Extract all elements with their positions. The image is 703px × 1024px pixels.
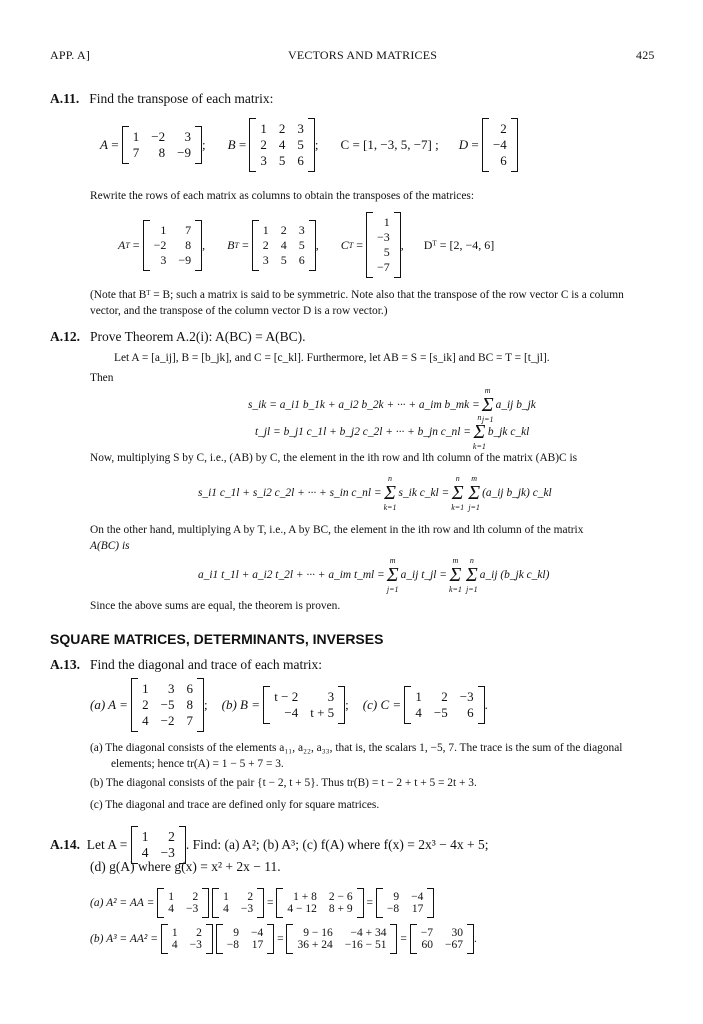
a11-transposes: A T = 1 7 −2 8 3 −9 , B T = 1 2 3 2 4 5 3 5 6 , C T = 1 −3 5 −7 , Dᵀ = [2, −4, 6] <box>118 212 494 278</box>
matrix-cell: −4 + 34 <box>350 927 387 939</box>
bracket-right <box>338 686 345 724</box>
matrix-entries <box>411 686 477 724</box>
summation-symbol: m Σ j=1 <box>468 474 481 512</box>
bracket-left <box>252 220 259 271</box>
bracket-right <box>197 678 204 732</box>
matrix <box>376 888 435 918</box>
matrix-cell: 4 <box>168 903 174 915</box>
matrix-cell: t − 2 <box>274 689 299 704</box>
problem-number: A.12. <box>50 329 80 344</box>
matrix-entries <box>417 924 467 954</box>
problem-a13-heading <box>50 656 322 674</box>
bracket-left <box>482 118 489 172</box>
matrix-cell: 4 <box>142 713 149 728</box>
matrix-cell: 2 − 6 <box>328 891 353 903</box>
matrix-cell: 3 <box>327 689 335 704</box>
a13-answer-b: (b) The diagonal consists of the pair {t − 2, t + 5}. Thus tr(B) = t − 2 + t + 5 = 2t + 3. <box>90 777 477 789</box>
matrix-cell: 6 <box>467 705 474 720</box>
matrix-cell: 7 <box>185 222 192 237</box>
matrix-cell: 17 <box>411 903 424 915</box>
matrix-cell: −16 − 51 <box>344 939 387 951</box>
eq-t-right: b_jk c_kl <box>487 426 530 438</box>
matrix-C <box>404 686 484 724</box>
a12-conclusion: Since the above sums are equal, the theorem is proven. <box>90 600 341 612</box>
a13-answer-c: (c) The diagonal and trace are defined only for square matrices. <box>90 799 380 811</box>
bracket-right <box>257 888 264 918</box>
matrix-cell: 8 <box>158 145 166 160</box>
a12-let-text: Let A = [a_ij], B = [b_jk], and C = [c_kl]. Furthermore, let AB = S = [s_ik] and BC = T = [t_jl]. <box>114 352 550 364</box>
eq-s-right: a_ij b_jk <box>495 399 536 411</box>
matrix-cell: −4 <box>250 927 264 939</box>
bracket-right <box>511 118 518 172</box>
matrix-cell: −8 <box>226 939 239 951</box>
matrix-cell: 7 <box>186 713 193 728</box>
eq-s-left: s_ik = a_i1 b_1k + a_i2 b_2k + ··· + a_im b_mk = <box>248 399 480 411</box>
matrix-cell: t + 5 <box>310 705 335 720</box>
matrix-B-transpose <box>252 220 316 271</box>
matrix-entries <box>129 126 195 164</box>
matrix-cell: 1 <box>260 121 267 136</box>
matrix-cell: 4 <box>280 237 287 252</box>
matrix-cell: 2 <box>278 121 286 136</box>
eq-abc-right: (a_ij b_jk) c_kl <box>482 487 552 499</box>
a11-note-line2: vector, and the transpose of the column vector D is a row vector.) <box>90 305 388 317</box>
bracket-right <box>202 888 209 918</box>
matrix-cell: 4 <box>171 939 178 951</box>
a12-other-line2: A(BC) is <box>90 540 130 552</box>
bracket-left <box>157 888 164 918</box>
matrix-cell: 5 <box>297 137 304 152</box>
matrix-cell: −2 <box>153 237 167 252</box>
matrix-cell: −3 <box>376 230 390 244</box>
matrix-entries <box>223 924 268 954</box>
matrix-cell: 3 <box>297 121 304 136</box>
problem-a11-heading <box>50 90 273 108</box>
matrix-entries <box>219 888 257 918</box>
matrix-entries <box>164 888 202 918</box>
matrix-entries <box>373 212 394 278</box>
matrix-cell: 4 <box>415 705 422 720</box>
problem-number: A.14. <box>50 837 80 852</box>
label-c: (c) C = <box>362 697 402 712</box>
bracket-left <box>404 686 411 724</box>
matrix-entries <box>259 220 309 271</box>
matrix-cell: 2 <box>168 829 175 844</box>
summation-symbol: n Σ k=1 <box>472 413 486 451</box>
matrix <box>276 888 363 918</box>
matrix <box>212 888 264 918</box>
a11-note-line1: (Note that Bᵀ = B; such a matrix is said to be symmetric. Note also that the transpose of the row vector C is a column <box>90 289 624 301</box>
label-b: (b) B = <box>221 697 260 712</box>
matrix-B <box>249 118 315 172</box>
matrix-cell: −3 <box>459 689 474 704</box>
matrix-cell: −9 <box>178 252 192 267</box>
summation-symbol: m Σ j=1 <box>481 386 494 424</box>
matrix-cell: 6 <box>186 681 193 696</box>
matrix-cell: 1 <box>415 689 422 704</box>
matrix-B <box>263 686 345 724</box>
matrix-cell: −4 <box>284 705 299 720</box>
matrix-cell: 3 <box>160 252 167 267</box>
eq-abc-mid: s_ik c_kl = <box>398 487 450 499</box>
bracket-left <box>276 888 283 918</box>
matrix-A <box>122 126 202 164</box>
problem-prompt: Find the transpose of each matrix: <box>89 91 274 106</box>
label-a: (a) A = <box>90 697 128 712</box>
matrix-cell: −4 <box>492 137 507 152</box>
matrix-cell: 4 <box>223 903 229 915</box>
matrix-cell: 1 <box>223 891 229 903</box>
summation-symbol: n Σ k=1 <box>383 474 397 512</box>
eq-abc-left: s_i1 c_1l + s_i2 c_2l + ··· + s_in c_nl = <box>198 487 382 499</box>
bracket-left <box>410 924 417 954</box>
matrix-cell: 30 <box>451 927 463 939</box>
running-head-title: VECTORS AND MATRICES <box>288 48 438 62</box>
matrix <box>157 888 209 918</box>
matrix-cell: 2 <box>192 891 199 903</box>
bracket-left <box>366 212 373 278</box>
a12-other-line1: On the other hand, multiplying A by T, i.e., A by BC, the element in the ith row and lth column of the matrix <box>90 524 584 536</box>
matrix-cell: 6 <box>500 153 507 168</box>
matrix-cell: 1 <box>142 681 149 696</box>
matrix-cell: 1 <box>171 927 178 939</box>
matrix-cell: 6 <box>297 153 304 168</box>
eq-abc2-left: a_i1 t_1l + a_i2 t_2l + ··· + a_im t_ml = <box>198 569 385 581</box>
matrix-cell: −3 <box>185 903 199 915</box>
bracket-left <box>286 924 293 954</box>
matrix-cell: −2 <box>160 713 175 728</box>
matrix-cell: 8 + 9 <box>328 903 353 915</box>
bracket-right <box>394 212 401 278</box>
matrix-entries <box>293 924 390 954</box>
matrix-cell: 2 <box>262 237 269 252</box>
matrix-entries <box>383 888 428 918</box>
matrix-cell: 9 − 16 <box>303 927 333 939</box>
summation-symbol: m Σ k=1 <box>448 556 462 594</box>
bracket-right <box>195 220 202 271</box>
matrix-cell: −5 <box>160 697 175 712</box>
bracket-left <box>376 888 383 918</box>
bracket-left <box>143 220 150 271</box>
matrix-cell: 2 <box>196 927 202 939</box>
label-b: (b) A³ = AA² = <box>90 933 158 945</box>
bracket-left <box>212 888 219 918</box>
matrix-entries <box>138 678 197 732</box>
eq-abc2-right: a_ij (b_jk c_kl) <box>479 569 550 581</box>
a14-answer-a: (a) A² = AA = 1 2 4 −3 1 2 4 −3 = 1 + 8 2 − 6 4 − 12 8 + 9 = 9 −4 −8 17 <box>90 888 434 918</box>
matrix-cell: 1 <box>383 215 390 229</box>
summation-symbol: n Σ k=1 <box>451 474 465 512</box>
matrix-cell: 5 <box>278 153 286 168</box>
matrix-cell: −3 <box>240 903 254 915</box>
matrix <box>216 924 275 954</box>
matrix-cell: −3 <box>189 939 202 951</box>
vector-D-transpose: Dᵀ = [2, −4, 6] <box>423 237 495 252</box>
matrix-cell: 4 <box>141 845 149 860</box>
bracket-left <box>161 924 168 954</box>
matrix-cell: 3 <box>298 222 305 237</box>
bracket-right <box>308 118 315 172</box>
matrix-cell: −67 <box>444 939 463 951</box>
bracket-left <box>122 126 129 164</box>
matrix-cell: 2 <box>500 121 507 136</box>
matrix-cell: −2 <box>151 129 166 144</box>
matrix-cell: 1 + 8 <box>293 891 317 903</box>
vector-C: C = [1, −3, 5, −7] ; <box>340 137 439 152</box>
matrix-cell: 1 <box>262 222 269 237</box>
matrix-cell: 3 <box>168 681 175 696</box>
bracket-right <box>390 924 397 954</box>
label-a: (a) A² = AA = <box>90 897 155 909</box>
a12-equation-abc <box>198 474 552 512</box>
section-heading: SQUARE MATRICES, DETERMINANTS, INVERSES <box>50 631 384 647</box>
a13-answer-a-line1: (a) The diagonal consists of the elements a₁₁, a₂₂, a₃₃, that is, the scalars 1, −5, 7. The trace is the sum of the diagonal <box>90 742 623 754</box>
matrix-cell: 2 <box>441 689 448 704</box>
bracket-right <box>267 924 274 954</box>
matrix-cell: −9 <box>177 145 191 160</box>
matrix <box>410 924 474 954</box>
bracket-right <box>478 686 485 724</box>
summation-symbol: m Σ j=1 <box>386 556 399 594</box>
running-head-left: APP. A] <box>50 48 91 62</box>
matrix-cell: 2 <box>142 697 149 712</box>
problem-a12-heading <box>50 328 305 346</box>
vector-D <box>482 118 518 172</box>
matrix-cell: −4 <box>411 891 424 903</box>
matrix-cell: 2 <box>280 222 287 237</box>
bracket-left <box>263 686 270 724</box>
matrix-cell: −3 <box>160 845 175 860</box>
matrix-cell: 4 − 12 <box>287 903 317 915</box>
matrix-cell: 5 <box>383 245 390 259</box>
matrix-cell: 8 <box>186 697 193 712</box>
a13-answer-a-line2: elements; hence tr(A) = 1 − 5 + 7 = 3. <box>111 758 284 770</box>
matrix-entries <box>168 924 206 954</box>
problem-prompt: Find the diagonal and trace of each matrix: <box>90 657 323 672</box>
matrix-cell: 17 <box>251 939 264 951</box>
matrix-cell: 3 <box>260 153 267 168</box>
matrix-cell: 7 <box>132 145 140 160</box>
page-number: 425 <box>636 48 655 62</box>
bracket-left <box>216 924 223 954</box>
a12-equation-t <box>255 413 529 451</box>
matrix <box>161 924 213 954</box>
matrix-cell: 3 <box>184 129 191 144</box>
matrix-A-transpose <box>143 220 203 271</box>
eq-abc2-mid: a_ij t_jl = <box>400 569 447 581</box>
matrix-cell: −8 <box>386 903 400 915</box>
vector-C-transpose <box>366 212 401 278</box>
matrix-cell: 60 <box>421 939 433 951</box>
bracket-right <box>357 888 364 918</box>
a12-then: Then <box>90 372 114 384</box>
a11-matrices: A = 1 −2 3 7 8 −9 ; B = 1 2 3 2 4 5 3 5 6 ; C = [1, −3, 5, −7] ; D = 2 −4 6 <box>100 118 518 172</box>
a12-equation-abc2 <box>198 556 549 594</box>
a12-now-text: Now, multiplying S by C, i.e., (AB) by C, the element in the ith row and lth column of the matrix (AB)C is <box>90 452 578 464</box>
matrix-A <box>131 678 204 732</box>
bracket-right <box>206 924 213 954</box>
matrix-cell: 1 <box>160 222 167 237</box>
a14-part-d: (d) g(A) where g(x) = x² + 2x − 11. <box>90 859 281 874</box>
bracket-right <box>427 888 434 918</box>
a14-let: Let A = <box>86 837 128 852</box>
bracket-right <box>195 126 202 164</box>
matrix-cell: 8 <box>185 237 192 252</box>
matrix-cell: 4 <box>278 137 286 152</box>
matrix-cell: 9 <box>393 891 400 903</box>
matrix-cell: 5 <box>298 237 305 252</box>
matrix-cell: −7 <box>376 260 390 274</box>
matrix-cell: 2 <box>247 891 254 903</box>
matrix <box>286 924 397 954</box>
bracket-left <box>249 118 256 172</box>
matrix-cell: 6 <box>298 252 305 267</box>
matrix-cell: 5 <box>280 252 287 267</box>
problem-number: A.11. <box>50 91 80 106</box>
matrix-cell: −7 <box>420 927 433 939</box>
matrix-cell: −5 <box>433 705 448 720</box>
problem-prompt: Prove Theorem A.2(i): A(BC) = A(BC). <box>90 329 306 344</box>
matrix-cell: 9 <box>233 927 239 939</box>
summation-symbol: n Σ j=1 <box>465 556 478 594</box>
eq-t-left: t_jl = b_j1 c_1l + b_j2 c_2l + ··· + b_jn c_nl = <box>255 426 471 438</box>
matrix-cell: 1 <box>141 829 149 844</box>
a13-matrices: (a) A = 1 3 6 2 −5 8 4 −2 7 ; (b) B = t − 2 3 −4 t + 5 ; (c) C = 1 2 −3 4 −5 6 . <box>90 678 488 732</box>
a11-rewrite-text: Rewrite the rows of each matrix as columns to obtain the transposes of the matrices: <box>90 190 475 202</box>
a14-find-text: . Find: (a) A²; (b) A³; (c) f(A) where f(x) = 2x³ − 4x + 5; <box>185 837 489 852</box>
matrix-entries <box>256 118 308 172</box>
matrix-cell: 1 <box>168 891 174 903</box>
problem-number: A.13. <box>50 657 80 672</box>
bracket-right <box>467 924 474 954</box>
matrix-entries <box>150 220 196 271</box>
matrix-entries <box>489 118 511 172</box>
matrix-entries <box>270 686 338 724</box>
matrix-cell: 1 <box>132 129 140 144</box>
matrix-cell: 2 <box>260 137 267 152</box>
bracket-left <box>131 678 138 732</box>
matrix-entries <box>283 888 356 918</box>
bracket-right <box>309 220 316 271</box>
a14-answer-b: (b) A³ = AA² = 1 2 4 −3 9 −4 −8 17 = 9 − 16 −4 + 34 36 + 24 −16 − 51 = −7 30 60 −67 . <box>90 924 477 954</box>
matrix-cell: 36 + 24 <box>297 939 333 951</box>
matrix-cell: 3 <box>262 252 269 267</box>
